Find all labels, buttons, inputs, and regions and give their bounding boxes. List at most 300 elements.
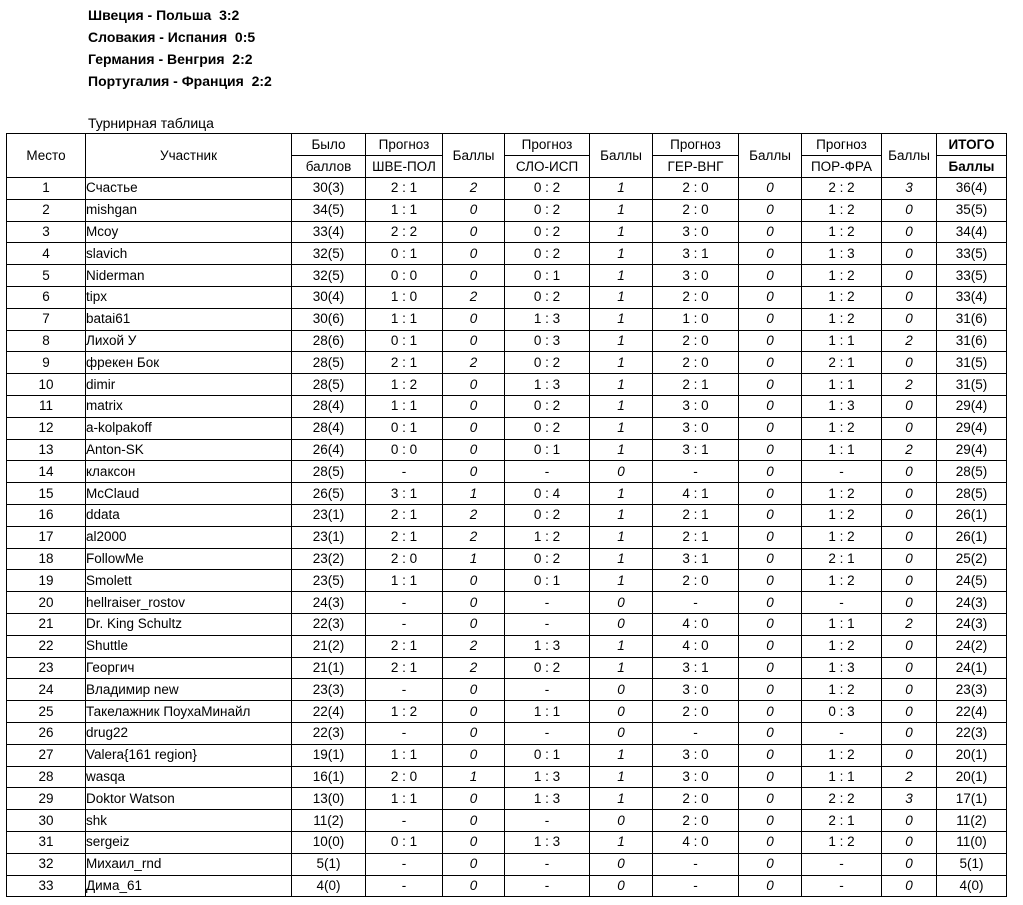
- total-cell: 22(3): [937, 722, 1007, 744]
- points-cell: 1: [590, 243, 653, 265]
- place-cell: 8: [7, 330, 86, 352]
- points-cell: 0: [739, 788, 802, 810]
- prev-points-cell: 28(5): [292, 374, 366, 396]
- forecast-cell: 1 : 2: [802, 831, 882, 853]
- place-cell: 4: [7, 243, 86, 265]
- header-match-3: ГЕР-ВНГ: [653, 156, 739, 178]
- forecast-cell: 2 : 1: [366, 526, 443, 548]
- prev-points-cell: 24(3): [292, 592, 366, 614]
- total-cell: 26(1): [937, 526, 1007, 548]
- header-total-bottom: Баллы: [937, 156, 1007, 178]
- header-forecast: Прогноз: [802, 134, 882, 156]
- points-cell: 0: [739, 199, 802, 221]
- header-points: Баллы: [443, 134, 505, 178]
- forecast-cell: 2 : 0: [653, 178, 739, 200]
- header-points: Баллы: [739, 134, 802, 178]
- total-cell: 31(6): [937, 308, 1007, 330]
- forecast-cell: 0 : 2: [505, 221, 590, 243]
- forecast-cell: 0 : 4: [505, 483, 590, 505]
- prev-points-cell: 23(3): [292, 679, 366, 701]
- points-cell: 0: [443, 308, 505, 330]
- table-row: [7, 548, 1007, 570]
- place-cell: 10: [7, 374, 86, 396]
- header-forecast: Прогноз: [653, 134, 739, 156]
- total-cell: 33(4): [937, 286, 1007, 308]
- match-results: [88, 4, 272, 92]
- points-cell: 0: [739, 352, 802, 374]
- table-row: [7, 766, 1007, 788]
- forecast-cell: 1 : 1: [505, 701, 590, 723]
- place-cell: 19: [7, 570, 86, 592]
- points-cell: 0: [443, 330, 505, 352]
- points-cell: 0: [443, 221, 505, 243]
- forecast-cell: 2 : 0: [366, 766, 443, 788]
- table-row: [7, 722, 1007, 744]
- forecast-cell: 2 : 2: [802, 788, 882, 810]
- points-cell: 0: [882, 635, 937, 657]
- header-prev-bottom: баллов: [292, 156, 366, 178]
- forecast-cell: 2 : 0: [653, 330, 739, 352]
- points-cell: 0: [590, 701, 653, 723]
- table-row: [7, 308, 1007, 330]
- table-row: [7, 657, 1007, 679]
- total-cell: 24(3): [937, 592, 1007, 614]
- prev-points-cell: 30(3): [292, 178, 366, 200]
- table-row: [7, 221, 1007, 243]
- points-cell: 0: [739, 374, 802, 396]
- forecast-cell: -: [505, 679, 590, 701]
- place-cell: 6: [7, 286, 86, 308]
- prev-points-cell: 5(1): [292, 853, 366, 875]
- table-row: [7, 395, 1007, 417]
- participant-cell: shk: [86, 810, 292, 832]
- points-cell: 1: [443, 483, 505, 505]
- points-cell: 1: [590, 635, 653, 657]
- forecast-cell: 2 : 1: [653, 526, 739, 548]
- forecast-cell: 1 : 2: [802, 526, 882, 548]
- prev-points-cell: 32(5): [292, 265, 366, 287]
- table-row: [7, 417, 1007, 439]
- points-cell: 0: [882, 221, 937, 243]
- total-cell: 11(0): [937, 831, 1007, 853]
- place-cell: 32: [7, 853, 86, 875]
- points-cell: 0: [443, 243, 505, 265]
- forecast-cell: 1 : 2: [505, 526, 590, 548]
- forecast-cell: -: [505, 875, 590, 897]
- forecast-cell: 0 : 2: [505, 417, 590, 439]
- points-cell: 0: [882, 526, 937, 548]
- prev-points-cell: 10(0): [292, 831, 366, 853]
- place-cell: 30: [7, 810, 86, 832]
- forecast-cell: 0 : 2: [505, 657, 590, 679]
- points-cell: 0: [443, 701, 505, 723]
- points-cell: 1: [590, 788, 653, 810]
- participant-cell: hellraiser_rostov: [86, 592, 292, 614]
- prev-points-cell: 34(5): [292, 199, 366, 221]
- forecast-cell: 1 : 2: [802, 417, 882, 439]
- forecast-cell: 1 : 2: [802, 744, 882, 766]
- points-cell: 0: [443, 853, 505, 875]
- participant-cell: фрекен Бок: [86, 352, 292, 374]
- header-match-1: ШВЕ-ПОЛ: [366, 156, 443, 178]
- prev-points-cell: 23(5): [292, 570, 366, 592]
- points-cell: 0: [443, 744, 505, 766]
- place-cell: 27: [7, 744, 86, 766]
- forecast-cell: 1 : 3: [505, 831, 590, 853]
- forecast-cell: 3 : 1: [366, 483, 443, 505]
- forecast-cell: 1 : 2: [802, 265, 882, 287]
- header-match-4: ПОР-ФРА: [802, 156, 882, 178]
- participant-cell: Михаил_rnd: [86, 853, 292, 875]
- participant-cell: Smolett: [86, 570, 292, 592]
- participant-cell: клаксон: [86, 461, 292, 483]
- forecast-cell: 1 : 2: [802, 504, 882, 526]
- forecast-cell: 2 : 1: [366, 352, 443, 374]
- forecast-cell: 1 : 1: [366, 570, 443, 592]
- forecast-cell: 1 : 1: [366, 395, 443, 417]
- total-cell: 29(4): [937, 417, 1007, 439]
- points-cell: 0: [739, 243, 802, 265]
- forecast-cell: 4 : 1: [653, 483, 739, 505]
- place-cell: 9: [7, 352, 86, 374]
- total-cell: 31(5): [937, 374, 1007, 396]
- forecast-cell: -: [653, 853, 739, 875]
- total-cell: 29(4): [937, 439, 1007, 461]
- total-cell: 28(5): [937, 461, 1007, 483]
- points-cell: 0: [590, 613, 653, 635]
- points-cell: 1: [443, 548, 505, 570]
- total-cell: 33(5): [937, 265, 1007, 287]
- prev-points-cell: 23(1): [292, 504, 366, 526]
- participant-cell: tipx: [86, 286, 292, 308]
- forecast-cell: 0 : 1: [366, 330, 443, 352]
- forecast-cell: 4 : 0: [653, 635, 739, 657]
- participant-cell: sergeiz: [86, 831, 292, 853]
- table-row: [7, 461, 1007, 483]
- total-cell: 22(4): [937, 701, 1007, 723]
- points-cell: 0: [739, 395, 802, 417]
- forecast-cell: 0 : 2: [505, 352, 590, 374]
- forecast-cell: 2 : 1: [802, 548, 882, 570]
- points-cell: 1: [590, 526, 653, 548]
- table-row: [7, 788, 1007, 810]
- forecast-cell: 0 : 2: [505, 286, 590, 308]
- points-cell: 0: [882, 352, 937, 374]
- points-cell: 1: [590, 199, 653, 221]
- match-result: Словакия - Испания 0:5: [88, 29, 256, 45]
- points-cell: 1: [590, 766, 653, 788]
- forecast-cell: 3 : 1: [653, 548, 739, 570]
- points-cell: 0: [443, 461, 505, 483]
- points-cell: 2: [882, 374, 937, 396]
- points-cell: 0: [739, 286, 802, 308]
- forecast-cell: 1 : 3: [505, 374, 590, 396]
- points-cell: 1: [590, 374, 653, 396]
- forecast-cell: 3 : 0: [653, 679, 739, 701]
- forecast-cell: 2 : 1: [366, 657, 443, 679]
- forecast-cell: 1 : 2: [802, 570, 882, 592]
- forecast-cell: 0 : 0: [366, 439, 443, 461]
- total-cell: 26(1): [937, 504, 1007, 526]
- points-cell: 0: [443, 831, 505, 853]
- points-cell: 0: [739, 308, 802, 330]
- place-cell: 26: [7, 722, 86, 744]
- match-result: Швеция - Польша 3:2: [88, 7, 240, 23]
- points-cell: 0: [739, 766, 802, 788]
- forecast-cell: 2 : 1: [802, 352, 882, 374]
- points-cell: 0: [590, 461, 653, 483]
- forecast-cell: 0 : 1: [366, 831, 443, 853]
- prev-points-cell: 16(1): [292, 766, 366, 788]
- points-cell: 0: [882, 286, 937, 308]
- points-cell: 0: [882, 744, 937, 766]
- standings-table: [6, 133, 1007, 897]
- table-row: [7, 265, 1007, 287]
- points-cell: 0: [739, 461, 802, 483]
- total-cell: 20(1): [937, 744, 1007, 766]
- place-cell: 28: [7, 766, 86, 788]
- forecast-cell: 1 : 0: [653, 308, 739, 330]
- prev-points-cell: 28(4): [292, 417, 366, 439]
- points-cell: 0: [739, 701, 802, 723]
- forecast-cell: 1 : 1: [366, 744, 443, 766]
- forecast-cell: -: [802, 722, 882, 744]
- points-cell: 1: [590, 657, 653, 679]
- table-row: [7, 439, 1007, 461]
- points-cell: 0: [882, 461, 937, 483]
- forecast-cell: 1 : 1: [802, 766, 882, 788]
- forecast-cell: 1 : 2: [802, 483, 882, 505]
- forecast-cell: 1 : 3: [505, 766, 590, 788]
- points-cell: 1: [590, 352, 653, 374]
- participant-cell: Mcoy: [86, 221, 292, 243]
- points-cell: 1: [590, 417, 653, 439]
- participant-cell: al2000: [86, 526, 292, 548]
- total-cell: 20(1): [937, 766, 1007, 788]
- forecast-cell: 1 : 1: [366, 788, 443, 810]
- place-cell: 1: [7, 178, 86, 200]
- points-cell: 1: [590, 395, 653, 417]
- participant-cell: Владимир new: [86, 679, 292, 701]
- forecast-cell: 4 : 0: [653, 831, 739, 853]
- prev-points-cell: 21(1): [292, 657, 366, 679]
- place-cell: 33: [7, 875, 86, 897]
- forecast-cell: 1 : 2: [802, 221, 882, 243]
- points-cell: 2: [443, 504, 505, 526]
- place-cell: 21: [7, 613, 86, 635]
- forecast-cell: 0 : 3: [505, 330, 590, 352]
- forecast-cell: -: [366, 722, 443, 744]
- table-row: [7, 483, 1007, 505]
- forecast-cell: -: [505, 853, 590, 875]
- participant-cell: a-kolpakoff: [86, 417, 292, 439]
- points-cell: 0: [590, 875, 653, 897]
- forecast-cell: 0 : 2: [505, 243, 590, 265]
- points-cell: 0: [882, 417, 937, 439]
- points-cell: 0: [590, 679, 653, 701]
- points-cell: 0: [590, 853, 653, 875]
- forecast-cell: -: [802, 592, 882, 614]
- points-cell: 0: [739, 439, 802, 461]
- forecast-cell: 1 : 2: [802, 199, 882, 221]
- forecast-cell: 1 : 1: [366, 199, 443, 221]
- forecast-cell: 2 : 0: [653, 788, 739, 810]
- prev-points-cell: 4(0): [292, 875, 366, 897]
- header-participant: Участник: [86, 134, 292, 178]
- place-cell: 3: [7, 221, 86, 243]
- forecast-cell: 3 : 0: [653, 221, 739, 243]
- place-cell: 22: [7, 635, 86, 657]
- table-body: [7, 178, 1007, 897]
- points-cell: 0: [443, 265, 505, 287]
- points-cell: 0: [882, 701, 937, 723]
- participant-cell: Dr. King Schultz: [86, 613, 292, 635]
- table-row: [7, 570, 1007, 592]
- points-cell: 0: [882, 504, 937, 526]
- points-cell: 1: [590, 483, 653, 505]
- prev-points-cell: 22(3): [292, 722, 366, 744]
- forecast-cell: -: [366, 853, 443, 875]
- place-cell: 31: [7, 831, 86, 853]
- place-cell: 20: [7, 592, 86, 614]
- points-cell: 0: [882, 243, 937, 265]
- table-row: [7, 526, 1007, 548]
- forecast-cell: 1 : 2: [802, 286, 882, 308]
- participant-cell: batai61: [86, 308, 292, 330]
- participant-cell: Shuttle: [86, 635, 292, 657]
- participant-cell: Лихой У: [86, 330, 292, 352]
- participant-cell: Valera{161 region}: [86, 744, 292, 766]
- forecast-cell: 2 : 0: [653, 701, 739, 723]
- points-cell: 1: [590, 330, 653, 352]
- points-cell: 0: [739, 744, 802, 766]
- match-result: Португалия - Франция 2:2: [88, 73, 272, 89]
- forecast-cell: 3 : 0: [653, 417, 739, 439]
- forecast-cell: 1 : 0: [366, 286, 443, 308]
- header-place: Место: [7, 134, 86, 178]
- points-cell: 0: [443, 417, 505, 439]
- points-cell: 0: [739, 548, 802, 570]
- points-cell: 1: [590, 548, 653, 570]
- prev-points-cell: 23(1): [292, 526, 366, 548]
- forecast-cell: 0 : 1: [366, 243, 443, 265]
- prev-points-cell: 28(6): [292, 330, 366, 352]
- participant-cell: FollowMe: [86, 548, 292, 570]
- forecast-cell: 0 : 1: [505, 744, 590, 766]
- participant-cell: Такелажник ПоухаМинайл: [86, 701, 292, 723]
- total-cell: 11(2): [937, 810, 1007, 832]
- forecast-cell: 2 : 0: [366, 548, 443, 570]
- forecast-cell: 1 : 3: [505, 635, 590, 657]
- points-cell: 0: [739, 178, 802, 200]
- points-cell: 0: [443, 810, 505, 832]
- forecast-cell: -: [802, 875, 882, 897]
- prev-points-cell: 30(4): [292, 286, 366, 308]
- prev-points-cell: 30(6): [292, 308, 366, 330]
- points-cell: 1: [590, 504, 653, 526]
- header-total-top: ИТОГО: [937, 134, 1007, 156]
- total-cell: 31(6): [937, 330, 1007, 352]
- participant-cell: matrix: [86, 395, 292, 417]
- table-row: [7, 831, 1007, 853]
- points-cell: 0: [739, 722, 802, 744]
- total-cell: 5(1): [937, 853, 1007, 875]
- points-cell: 0: [443, 395, 505, 417]
- forecast-cell: 2 : 1: [653, 504, 739, 526]
- participant-cell: Дима_61: [86, 875, 292, 897]
- points-cell: 0: [739, 417, 802, 439]
- place-cell: 16: [7, 504, 86, 526]
- points-cell: 0: [443, 875, 505, 897]
- points-cell: 2: [882, 613, 937, 635]
- forecast-cell: 0 : 1: [366, 417, 443, 439]
- points-cell: 0: [590, 592, 653, 614]
- table-caption: Турнирная таблица: [88, 115, 214, 131]
- participant-cell: drug22: [86, 722, 292, 744]
- points-cell: 0: [739, 810, 802, 832]
- points-cell: 1: [590, 286, 653, 308]
- points-cell: 0: [443, 613, 505, 635]
- forecast-cell: 1 : 2: [802, 679, 882, 701]
- table-row: [7, 701, 1007, 723]
- points-cell: 2: [443, 178, 505, 200]
- points-cell: 2: [443, 286, 505, 308]
- forecast-cell: -: [366, 810, 443, 832]
- participant-cell: ddata: [86, 504, 292, 526]
- place-cell: 24: [7, 679, 86, 701]
- participant-cell: Anton-SK: [86, 439, 292, 461]
- forecast-cell: 2 : 0: [653, 286, 739, 308]
- forecast-cell: -: [366, 461, 443, 483]
- table-row: [7, 243, 1007, 265]
- points-cell: 0: [882, 831, 937, 853]
- table-row: [7, 679, 1007, 701]
- total-cell: 34(4): [937, 221, 1007, 243]
- forecast-cell: 1 : 2: [366, 701, 443, 723]
- total-cell: 33(5): [937, 243, 1007, 265]
- points-cell: 2: [443, 635, 505, 657]
- forecast-cell: 0 : 2: [505, 548, 590, 570]
- table-row: [7, 810, 1007, 832]
- forecast-cell: 1 : 1: [366, 308, 443, 330]
- points-cell: 0: [739, 483, 802, 505]
- table-row: [7, 286, 1007, 308]
- table-row: [7, 374, 1007, 396]
- forecast-cell: 0 : 2: [505, 395, 590, 417]
- points-cell: 2: [882, 330, 937, 352]
- prev-points-cell: 28(5): [292, 461, 366, 483]
- forecast-cell: 1 : 3: [802, 243, 882, 265]
- prev-points-cell: 22(4): [292, 701, 366, 723]
- forecast-cell: 0 : 2: [505, 504, 590, 526]
- points-cell: 1: [590, 308, 653, 330]
- match-result: Германия - Венгрия 2:2: [88, 51, 253, 67]
- forecast-cell: -: [653, 461, 739, 483]
- forecast-cell: -: [653, 722, 739, 744]
- forecast-cell: 2 : 2: [366, 221, 443, 243]
- points-cell: 0: [739, 265, 802, 287]
- points-cell: 0: [882, 592, 937, 614]
- points-cell: 0: [443, 199, 505, 221]
- total-cell: 28(5): [937, 483, 1007, 505]
- points-cell: 0: [590, 810, 653, 832]
- points-cell: 0: [882, 265, 937, 287]
- place-cell: 15: [7, 483, 86, 505]
- total-cell: 24(2): [937, 635, 1007, 657]
- place-cell: 25: [7, 701, 86, 723]
- forecast-cell: 2 : 1: [802, 810, 882, 832]
- place-cell: 7: [7, 308, 86, 330]
